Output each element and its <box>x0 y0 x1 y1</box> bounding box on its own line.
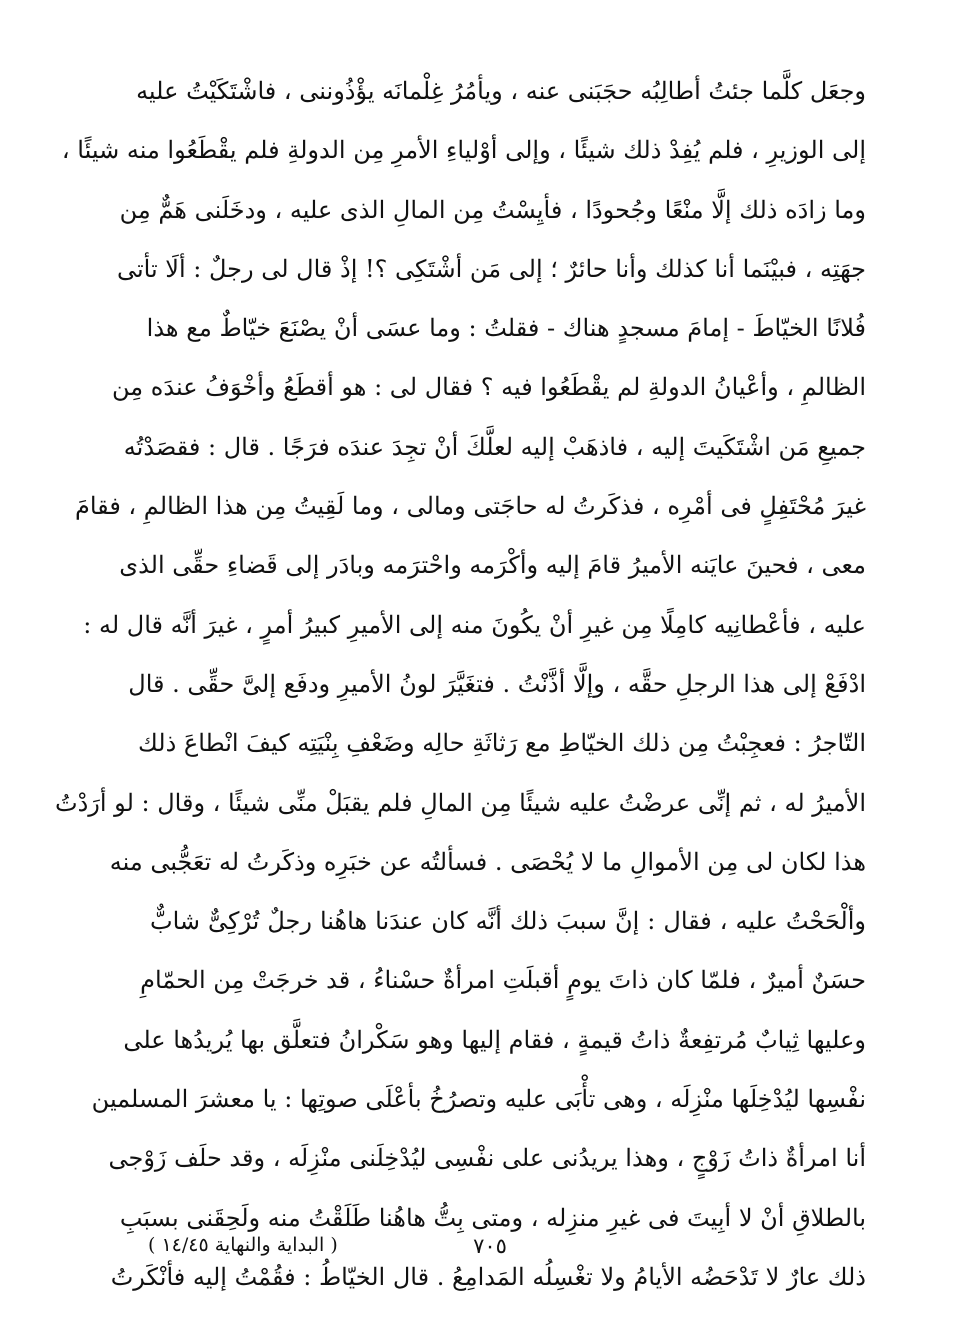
text-line: وما زادَه ذلك إلَّا منْعًا وجُحودًا ، فأيِسْتُ مِن المالِ الذى عليه ، ودخَلَنى هَمٌّ مِن <box>119 195 866 224</box>
text-line: جهَتِه ، فبيْنَما أنا كذلك وأنا حائرٌ ؛ إلى مَن أشْتَكِى ؟! إذْ قال لى رجلٌ : ألَا تأتى <box>116 254 866 283</box>
text-line: وعليها ثِيابٌ مُرتفِعةٌ ذاتُ قيمةٍ ، فقام إليها وهو سَكْرانُ فتعلَّق بها يُريدُها على <box>123 1025 866 1054</box>
source-reference: ( البداية والنهاية ١٤/٤٥ ) <box>148 1234 338 1256</box>
text-line: التّاجرُ : فعجِبْتُ مِن ذلك الخيّاطِ مع رَثاثَةِ حالِه وضَعْفِ بِنْيَتِه كيفَ انْطاعَ ذلك <box>138 729 866 758</box>
text-line: الأميرُ له ، ثم إنِّى عرضْتُ عليه شيئًا مِن المالِ فلم يقبَلْ منِّى شيئًا ، وقال : لو أرَدْتُ <box>55 788 866 817</box>
text-line: ذلك عارٌ لا تَدْحَضُه الأيامُ ولا تغْسِلُه المَدامِعُ . قال الخيّاطُ : فقُمْتُ إليه فأنْكَرتُ <box>110 1262 866 1291</box>
text-line: ادْفَعْ إلى هذا الرجلِ حقَّه ، وإلَّا أذَّنْتُ . فتغَيَّرَ لونُ الأميرِ ودفَع إلىَّ حقِّى . قال <box>128 669 866 698</box>
body-text <box>55 62 867 1307</box>
text-line: معى ، فحينَ عايَنه الأميرُ قامَ إليه وأكْرَمه واحْترَمه وبادَر إلى قَضاءِ حقِّى الذى <box>119 551 866 580</box>
text-line: وألْحَحْتُ عليه ، فقال : إنَّ سببَ ذلك أنَّه كان عندَنا هاهُنا رجلٌ تُرْكِىٌّ شابٌّ <box>150 907 867 936</box>
text-line: نفْسِها ليُدْخِلَها منْزِلَه ، وهى تأْبَى عليه وتصرُخُ بأعْلَى صوتِها : يا معشرَ المسلمين <box>91 1085 866 1114</box>
text-line: الظالمِ ، وأعْيانُ الدولةِ لم يقْطَعُوا فيه ؟ فقال لى : هو أقطَعُ وأخْوَفُ عندَه مِن <box>112 373 866 402</box>
text-line: فُلانًا الخيّاطَ - إمامَ مسجدٍ هناك - فقلتُ : وما عسَى أنْ يصْنَعَ خيّاطٌ مع هذا <box>146 314 866 343</box>
text-line: إلى الوزيرِ ، فلم يُفِدْ ذلك شيئًا ، وإلى أوْلياءِ الأمرِ مِن الدولةِ فلم يقْطَعُوا منه شيئًا ، <box>61 136 866 165</box>
text-line: غيرَ مُحْتَفِلٍ فى أمْرِه ، فذكَرتُ له حاجَتى ومالى ، وما لَقِيتُ مِن هذا الظالمِ ، فقامَ <box>75 492 866 521</box>
text-line: أنا امرأةٌ ذاتُ زَوْجٍ ، وهذا يريدُنى على نفْسِى ليُدْخِلَنى منْزِلَه ، وقد حلَف زَوْجى <box>108 1144 866 1173</box>
text-line: جميعِ مَن اشْتَكَيتَ إليه ، فاذهَبْ إليه لعلَّكَ أنْ تجِدَ عندَه فرَجًا . قال : فقصَدْتُه <box>123 432 866 461</box>
text-line: وجعَل كلَّما جئتُ أطالِبُه حجَبَنى عنه ، ويأمُرُ غِلْمانَه يؤْذُوننى ، فاشْتَكَيْتُ عليه <box>136 77 866 105</box>
text-line: هذا لكان لى مِن الأموالِ ما لا يُحْصَى . فسألتُه عن خبَرِه وذكَرتُ له تعَجُّبى منه <box>109 847 866 876</box>
page-number: ٧٠٥ <box>473 1234 507 1258</box>
text-line: حسَنٌ أميرٌ ، فلمّا كان ذاتَ يومٍ أقبلَتِ امرأةٌ حسْناءُ ، قد خرجَتْ مِن الحمّامِ <box>140 966 866 995</box>
text-line: بالطلاقِ أنْ لا أبِيتَ فى غيرِ منزِله ، ومتى بِتُّ هاهُنا طَلَقْتُ منه ولَحِقَنى بسبَبِ <box>119 1203 866 1232</box>
text-line: عليه ، فأعْطانِيه كامِلًا مِن غيرِ أنْ يكُونَ منه إلى الأميرِ كبيرُ أمرٍ ، غيرَ أنَّه قال له : <box>83 610 866 639</box>
